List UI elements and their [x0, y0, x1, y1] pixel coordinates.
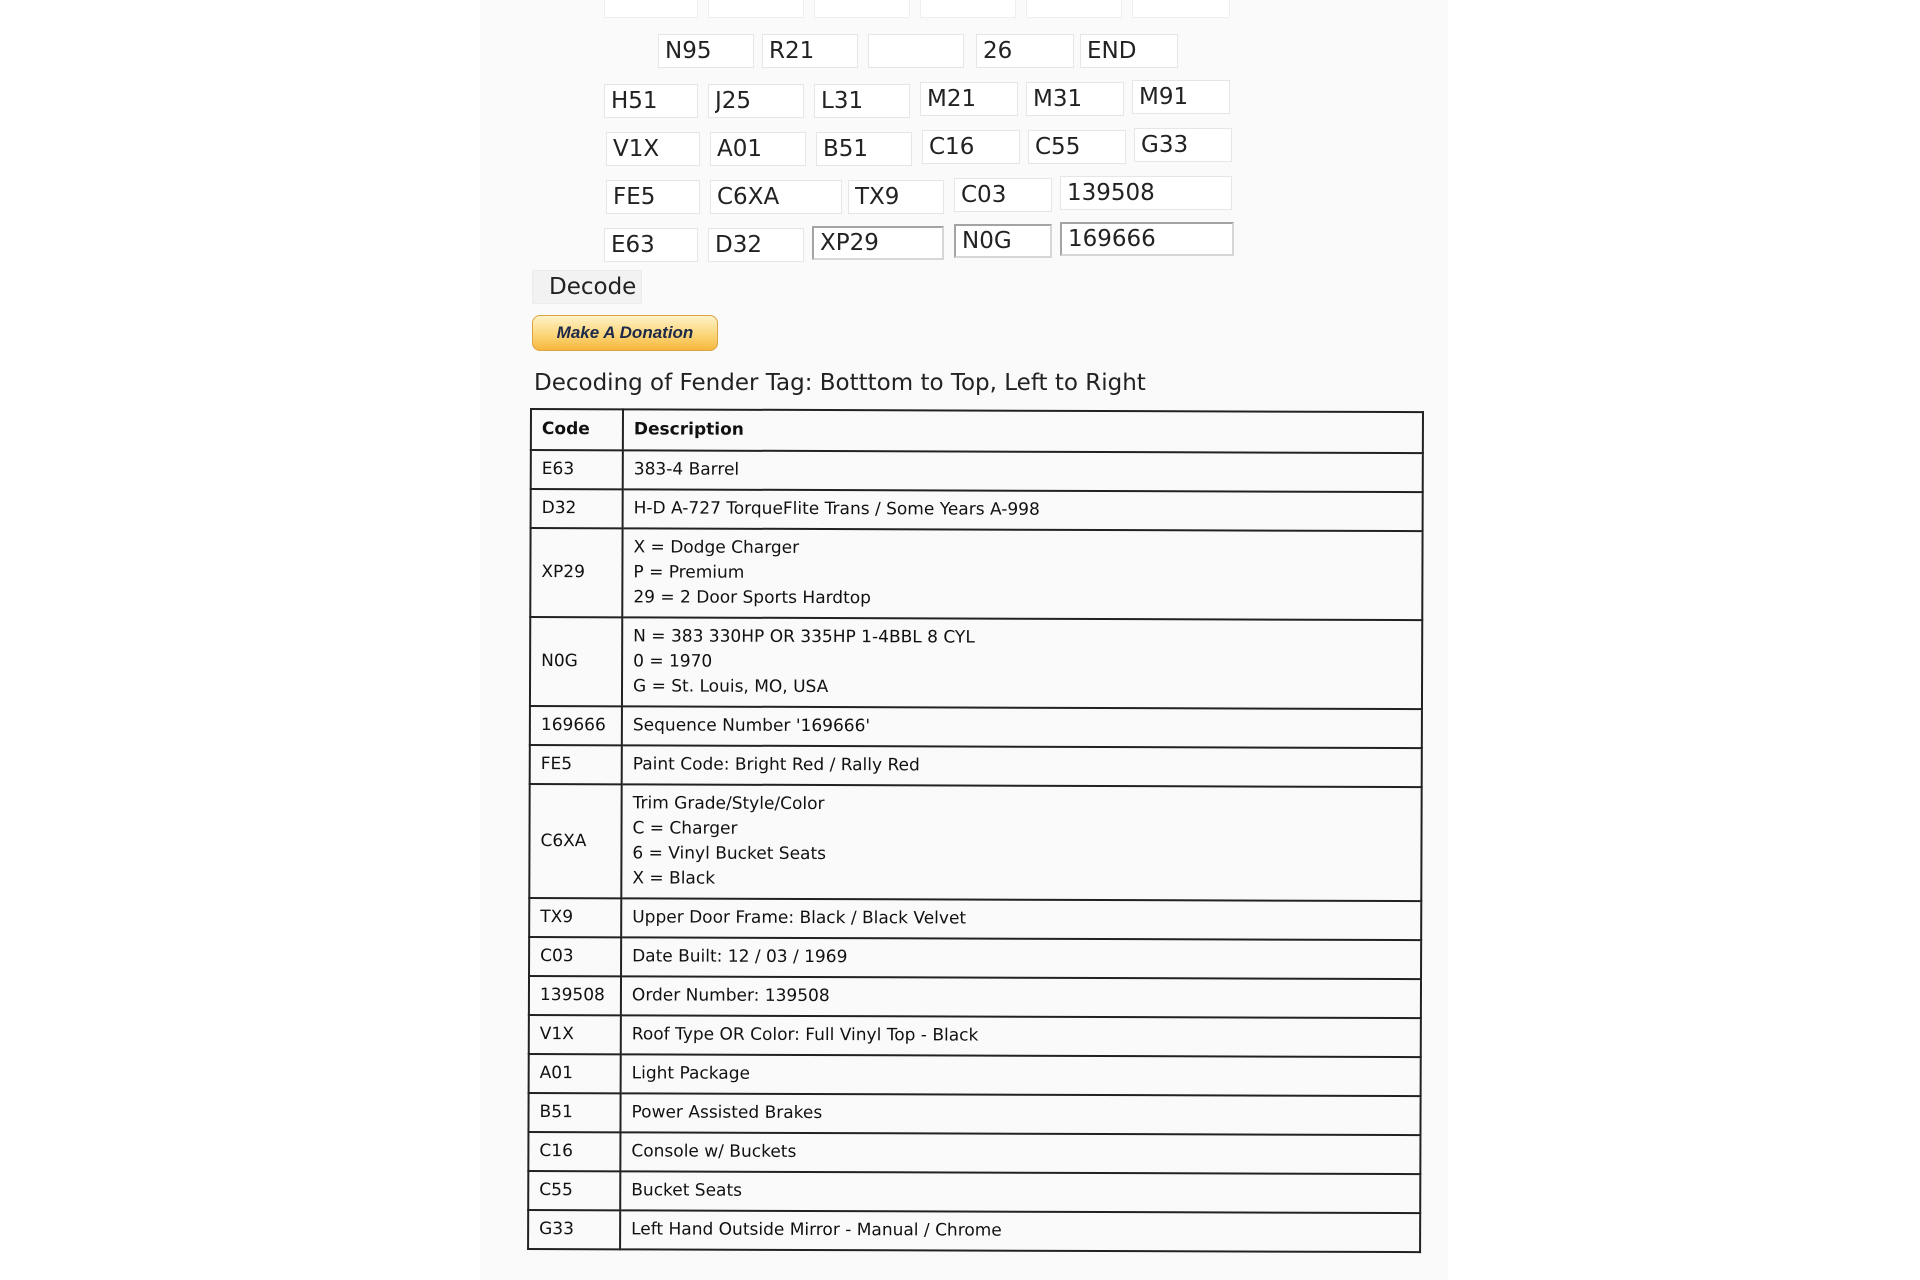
- description-line: 6 = Vinyl Bucket Seats: [632, 843, 827, 865]
- description-cell: [620, 1093, 1420, 1135]
- tag-field-r3-5[interactable]: [1028, 130, 1126, 164]
- tag-field-r4-3[interactable]: [848, 180, 944, 214]
- page-title: Decoding of Fender Tag: Botttom to Top, Left to Right: [534, 370, 1146, 396]
- description-line: 0 = 1970: [633, 651, 713, 672]
- description-line: C = Charger: [632, 818, 738, 839]
- tag-field-r0-3[interactable]: [814, 0, 910, 18]
- table-row: [530, 528, 1422, 620]
- decode-button[interactable]: Decode: [532, 270, 642, 304]
- description-line: X = Dodge Charger: [633, 537, 800, 558]
- donate-button[interactable]: Make A Donation: [532, 315, 718, 351]
- tag-field-r2-4[interactable]: [920, 82, 1018, 116]
- tag-field-r0-6[interactable]: [1132, 0, 1230, 18]
- tag-field-r5-5[interactable]: [1060, 222, 1234, 256]
- description-line: 383-4 Barrel: [633, 459, 740, 480]
- code-cell: FE5: [530, 745, 622, 784]
- description-cell: [620, 1171, 1420, 1213]
- tag-field-r0-5[interactable]: [1026, 0, 1122, 18]
- code-cell: V1X: [529, 1015, 621, 1054]
- description-cell: [622, 617, 1422, 709]
- table-row: [529, 898, 1421, 940]
- description-column-header: Description: [623, 409, 1423, 453]
- tag-field-r2-2[interactable]: [708, 84, 804, 118]
- description-line: Order Number: 139508: [631, 985, 830, 1007]
- description-cell: [620, 1132, 1420, 1174]
- table-row: [529, 1015, 1421, 1057]
- decode-table: [527, 408, 1424, 1253]
- description-line: P = Premium: [633, 562, 745, 583]
- table-row: [528, 1210, 1420, 1252]
- code-cell: B51: [528, 1093, 620, 1132]
- description-cell: [621, 1015, 1421, 1057]
- code-cell: A01: [529, 1054, 621, 1093]
- description-line: Upper Door Frame: Black / Black Velvet: [632, 907, 967, 929]
- tag-field-r2-1[interactable]: [604, 84, 698, 118]
- description-line: N = 383 330HP OR 335HP 1-4BBL 8 CYL: [633, 626, 975, 648]
- tag-field-r4-4[interactable]: [954, 178, 1052, 212]
- description-cell: [620, 1210, 1420, 1252]
- table-row: [531, 450, 1423, 492]
- tag-field-r2-3[interactable]: [814, 84, 910, 118]
- code-cell: 169666: [530, 706, 622, 745]
- tag-field-r0-4[interactable]: [920, 0, 1016, 18]
- code-cell: C6XA: [529, 784, 621, 898]
- tag-field-r1-3[interactable]: [868, 34, 964, 68]
- table-header-row: [531, 409, 1423, 453]
- decode-table-body: [528, 450, 1423, 1252]
- description-line: Paint Code: Bright Red / Rally Red: [632, 754, 920, 776]
- code-cell: 139508: [529, 976, 621, 1015]
- tag-field-r2-5[interactable]: [1026, 82, 1124, 116]
- tag-field-r4-1[interactable]: [606, 180, 700, 214]
- tag-field-r1-5[interactable]: [1080, 34, 1178, 68]
- description-cell: [621, 976, 1421, 1018]
- code-cell: C16: [528, 1132, 620, 1171]
- description-line: X = Black: [632, 868, 716, 889]
- tag-field-r1-2[interactable]: [762, 34, 858, 68]
- tag-field-r5-2[interactable]: [708, 228, 804, 262]
- code-cell: TX9: [529, 898, 621, 937]
- code-cell: N0G: [530, 617, 622, 706]
- tag-field-r4-2[interactable]: [710, 180, 842, 214]
- description-line: Trim Grade/Style/Color: [632, 793, 825, 815]
- description-cell: [621, 898, 1421, 940]
- code-cell: XP29: [530, 528, 622, 617]
- table-row: [529, 976, 1421, 1018]
- table-row: [530, 706, 1422, 748]
- description-line: Roof Type OR Color: Full Vinyl Top - Black: [631, 1024, 979, 1046]
- tag-field-r2-6[interactable]: [1132, 80, 1230, 114]
- description-line: Date Built: 12 / 03 / 1969: [632, 946, 848, 968]
- tag-field-r3-6[interactable]: [1134, 128, 1232, 162]
- description-cell: [622, 706, 1422, 748]
- code-cell: D32: [531, 489, 623, 528]
- tag-field-r1-1[interactable]: [658, 34, 754, 68]
- description-line: Left Hand Outside Mirror - Manual / Chrome: [631, 1219, 1002, 1241]
- tag-field-r5-1[interactable]: [604, 228, 698, 262]
- tag-field-r4-5[interactable]: [1060, 176, 1232, 210]
- code-column-header: Code: [531, 409, 623, 450]
- description-line: H-D A-727 TorqueFlite Trans / Some Years A-998: [633, 498, 1040, 520]
- description-line: Power Assisted Brakes: [631, 1102, 823, 1124]
- tag-field-r0-2[interactable]: [708, 0, 804, 18]
- description-cell: [621, 1054, 1421, 1096]
- table-row: [528, 1171, 1420, 1213]
- code-cell: C55: [528, 1171, 620, 1210]
- table-row: [530, 617, 1422, 709]
- description-cell: [623, 450, 1423, 492]
- description-cell: [622, 745, 1422, 787]
- code-cell: G33: [528, 1210, 620, 1249]
- tag-field-r3-1[interactable]: [606, 132, 700, 166]
- description-cell: [622, 528, 1422, 620]
- code-cell: C03: [529, 937, 621, 976]
- description-line: Sequence Number '169666': [632, 715, 871, 737]
- table-row: [529, 1054, 1421, 1096]
- table-row: [529, 937, 1421, 979]
- description-line: 29 = 2 Door Sports Hardtop: [633, 587, 872, 609]
- description-cell: [621, 784, 1421, 901]
- description-line: Console w/ Buckets: [631, 1141, 797, 1162]
- tag-field-r3-3[interactable]: [816, 132, 912, 166]
- code-cell: E63: [531, 450, 623, 489]
- table-row: [528, 1132, 1420, 1174]
- description-cell: [623, 489, 1423, 531]
- table-row: [528, 1093, 1420, 1135]
- description-line: G = St. Louis, MO, USA: [632, 676, 829, 698]
- tag-field-r1-4[interactable]: [976, 34, 1074, 68]
- tag-field-r3-2[interactable]: [710, 132, 806, 166]
- tag-field-r3-4[interactable]: [922, 130, 1020, 164]
- tag-field-r0-1[interactable]: [604, 0, 698, 18]
- tag-field-r5-4[interactable]: [954, 224, 1052, 258]
- table-row: [529, 784, 1421, 901]
- tag-field-r5-3[interactable]: [812, 226, 944, 260]
- description-line: Light Package: [631, 1063, 751, 1084]
- description-cell: [621, 937, 1421, 979]
- table-row: [530, 745, 1422, 787]
- table-row: [531, 489, 1423, 531]
- description-line: Bucket Seats: [631, 1180, 743, 1201]
